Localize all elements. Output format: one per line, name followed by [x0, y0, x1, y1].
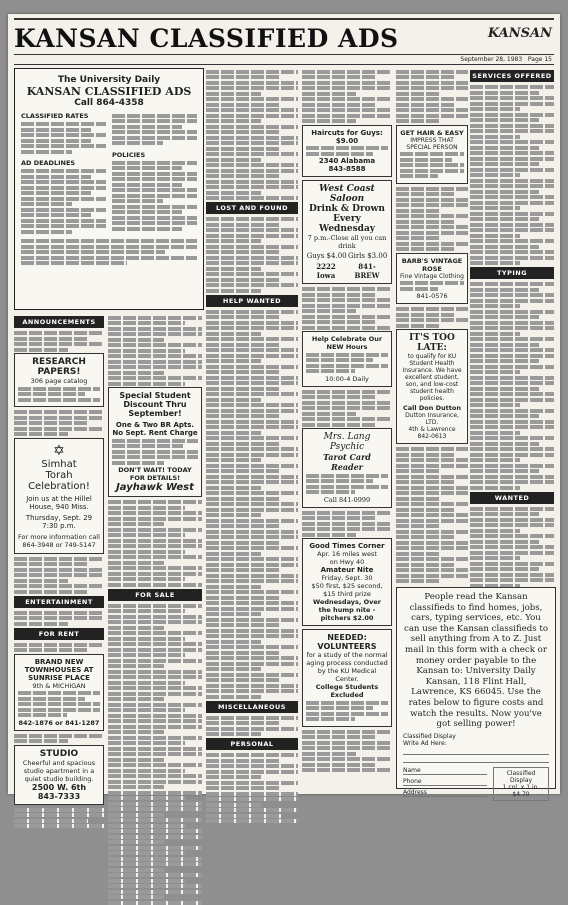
column-4	[302, 68, 392, 788]
deadlines-heading: AD DEADLINES	[21, 159, 76, 167]
classified-order-form	[396, 587, 556, 798]
masthead-title: KANSAN CLASSIFIED ADS	[14, 24, 399, 53]
rate-box-line1: The University Daily	[57, 75, 161, 85]
rate-box-title: KANSAN CLASSIFIED ADS	[26, 85, 192, 98]
wanted-header: WANTED	[470, 492, 554, 504]
tarot-reader-ad: Mrs. Lang Psychic Tarot Card Reader Call 841-0999	[302, 428, 392, 508]
typing-header: TYPING	[470, 267, 554, 279]
form-phone-field[interactable]: Phone	[403, 778, 487, 786]
simhat-torah-ad: ✡ Simhat Torah Celebration! Join us at the Hillel House, 940 Miss. Thursday, Sept. 29 7:30 p.m. For more information call 864-3948 or 749-5147	[14, 438, 104, 554]
masthead-rule	[14, 18, 554, 20]
sunrise-place-ad: BRAND NEW TOWNHOUSES AT SUNRISE PLACE 9th & MICHIGAN 842-1876 or 841-1287	[14, 654, 104, 731]
rate-info-box	[14, 68, 204, 310]
help-wanted-header: HELP WANTED	[206, 295, 298, 307]
haircuts-ad: Haircuts for Guys: $9.00 2340 Alabama 843-8588	[302, 125, 392, 178]
amateur-nite-ad: Good Times Corner Apr. 16 miles west on Hwy 40 Amateur Nite Friday, Sept. 30 $50 first, $25 second, $15 third prize Wednesdays, Over the hump nite - pitchers $2.00	[302, 538, 392, 626]
volunteers-ad: NEEDED: VOLUNTEERS for a study of the normal aging process conducted by the KU Medical Center. College Students Excluded	[302, 629, 392, 727]
announcements-header: ANNOUNCEMENTS	[14, 316, 104, 328]
for-rent-header: FOR RENT	[14, 628, 104, 640]
rates-heading: CLASSIFIED RATES	[21, 112, 89, 120]
new-hours-ad: Help Celebrate Our NEW Hours 10:00-4 Daily	[302, 331, 392, 387]
policies-heading: POLICIES	[112, 150, 146, 159]
column-1	[14, 314, 104, 801]
order-form-text: People read the Kansan classifieds to find homes, jobs, cars, typing services, etc. You can use the Kansan classifieds to sell anything from A to Z. Just mail in this form with a check or money order payable to the Kansan to: University Daily Kansan, 118 Flint Hall, Lawrence, KS 66045. Use the rates below to figure costs and watch the results. Now you've got selling power!	[404, 592, 548, 730]
form-display-label: Classified Display	[403, 732, 456, 740]
services-header: SERVICES OFFERED	[470, 70, 554, 82]
newspaper-page	[8, 14, 560, 801]
form-write-label: Write Ad Here:	[403, 739, 447, 747]
student-discount-ad: Special Student Discount Thru September! One & Two BR Apts. No Sept. Rent Charge DON'T WAIT! TODAY FOR DETAILS! Jayhawk West	[108, 387, 202, 497]
form-address-field[interactable]: Address	[403, 789, 487, 797]
studio-ad: STUDIO Cheerful and spacious studio apartment in a quiet studio building. 2500 W. 6th 843-7333	[14, 745, 104, 805]
page-number: Page 15	[527, 56, 552, 63]
issue-date: September 28, 1983	[460, 56, 523, 63]
column-5	[396, 68, 468, 562]
miscellaneous-header: MISCELLANEOUS	[206, 701, 298, 713]
column-2	[108, 314, 202, 788]
for-sale-header: FOR SALE	[108, 589, 202, 601]
kansan-logo: KANSAN	[487, 26, 552, 41]
lost-found-header: LOST AND FOUND	[206, 202, 298, 214]
form-display-rate-label: Classified Display	[506, 769, 536, 784]
health-insurance-ad: IT'S TOO LATE: to qualify for KU Student Health Insurance. We have excellent student, son, and low-cost student health policies. Call Don Dutton Dutton Insurance, LTD. 4th & Lawrence 842-0613	[396, 329, 468, 444]
column-3	[206, 68, 298, 788]
research-papers-ad: RESEARCH PAPERS! 306 page catalog	[14, 353, 104, 407]
torah-scroll-icon: ✡	[53, 442, 65, 459]
form-display-rate: 1 col. x 1 in. $4.70	[502, 783, 540, 798]
entertainment-header: ENTERTAINMENT	[14, 596, 104, 608]
hair-impress-ad: GET HAIR & EASY IMPRESS THAT SPECIAL PERSON	[396, 125, 468, 184]
barbs-vintage-ad: BARB'S VINTAGE ROSE Fine Vintage Clothing 841-0576	[396, 253, 468, 305]
rate-box-phone: Call 864-4358	[74, 98, 144, 108]
personal-header: PERSONAL	[206, 738, 298, 750]
west-coast-saloon-ad: West Coast Saloon Drink & Drown Every Wednesday 7 p.m.-Close all you can drink Guys $4.00 Girls $3.00 2222 Iowa 841-BREW	[302, 180, 392, 284]
column-6	[470, 68, 554, 562]
form-name-field[interactable]: Name	[403, 767, 487, 775]
write-ad-lines[interactable]	[397, 754, 555, 763]
dateline	[14, 54, 554, 65]
